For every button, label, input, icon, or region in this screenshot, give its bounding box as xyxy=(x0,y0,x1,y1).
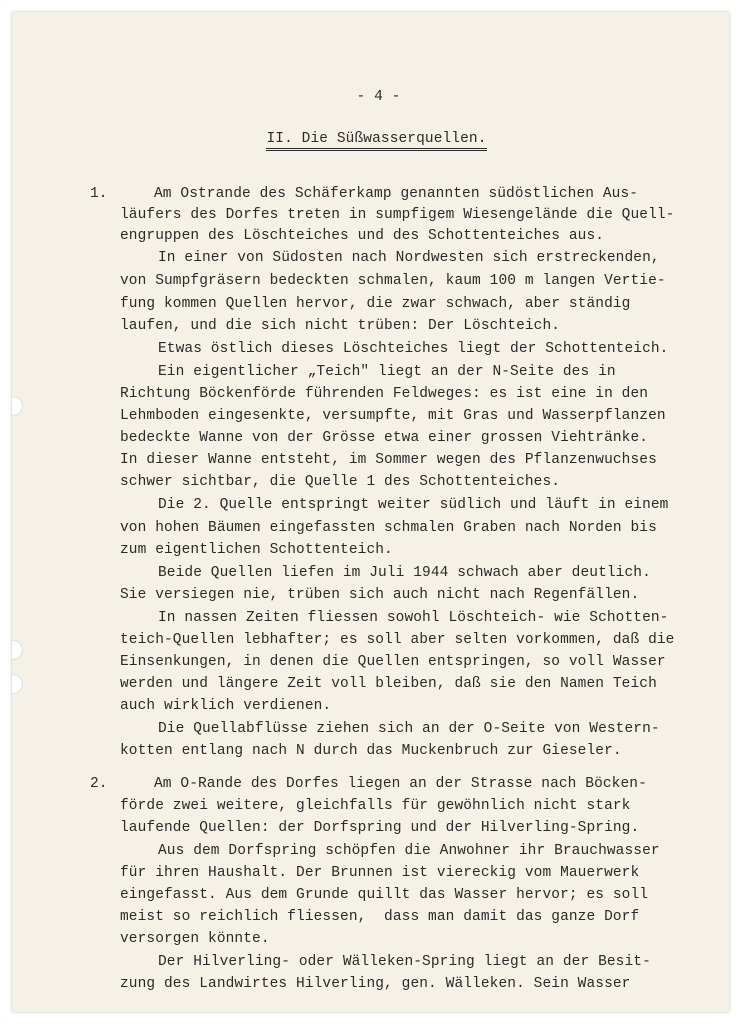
text-line: Richtung Böckenförde führenden Feldweges: es ist eine in den xyxy=(120,386,649,402)
text-line: von hohen Bäumen eingefassten schmalen Graben nach Norden bis xyxy=(120,520,657,536)
text-line: von Sumpfgräsern bedeckten schmalen, kaum 100 m langen Vertie- xyxy=(120,273,666,289)
text-line: fung kommen Quellen hervor, die zwar schwach, aber ständig xyxy=(120,296,631,312)
text-line: In nassen Zeiten fliessen sowohl Löschteich- wie Schotten- xyxy=(158,610,669,626)
text-line: engruppen des Löschteiches und des Schottenteiches aus. xyxy=(120,228,605,244)
page-number: - 4 - xyxy=(356,89,401,105)
text-line: bedeckte Wanne von der Grösse etwa einer grossen Viehtränke. xyxy=(120,430,649,446)
text-line: Am Ostrande des Schäferkamp genannten südöstlichen Aus- xyxy=(154,186,639,202)
punch-hole xyxy=(12,674,23,694)
text-line: Etwas östlich dieses Löschteiches liegt der Schottenteich. xyxy=(158,341,669,357)
section-number: 1. xyxy=(90,186,108,202)
text-line: kotten entlang nach N durch das Muckenbruch zur Gieseler. xyxy=(120,743,622,759)
section-number: 2. xyxy=(90,776,108,792)
text-line: In dieser Wanne entsteht, im Sommer wegen des Pflanzenwuchses xyxy=(120,452,657,468)
text-line: Am O-Rande des Dorfes liegen an der Strasse nach Böcken- xyxy=(154,776,647,792)
text-line: läufers des Dorfes treten in sumpfigem Wiesengelände die Quell- xyxy=(120,207,675,223)
text-line: förde zwei weitere, gleichfalls für gewöhnlich nicht stark xyxy=(120,798,631,814)
text-line: Einsenkungen, in denen die Quellen entspringen, so voll Wasser xyxy=(120,654,666,670)
text-line: für ihren Haushalt. Der Brunnen ist viereckig vom Mauerwerk xyxy=(120,865,640,881)
text-line: versorgen könnte. xyxy=(120,931,270,947)
punch-hole xyxy=(12,396,23,416)
text-line: Die Quellabflüsse ziehen sich an der O-Seite von Western- xyxy=(158,721,660,737)
text-line: Aus dem Dorfspring schöpfen die Anwohner ihr Brauchwasser xyxy=(158,843,660,859)
text-line: Beide Quellen liefen im Juli 1944 schwach aber deutlich. xyxy=(158,565,651,581)
text-line: Sie versiegen nie, trüben sich auch nicht nach Regenfällen. xyxy=(120,587,640,603)
heading-text: II. Die Süßwasserquellen. xyxy=(266,130,486,151)
text-line: Der Hilverling- oder Wälleken-Spring liegt an der Besit- xyxy=(158,954,651,970)
text-line: zung des Landwirtes Hilverling, gen. Wälleken. Sein Wasser xyxy=(120,976,631,992)
text-line: laufen, und die sich nicht trüben: Der Löschteich. xyxy=(120,318,561,334)
text-line: meist so reichlich fliessen, dass man damit das ganze Dorf xyxy=(120,909,640,925)
document-page xyxy=(12,12,729,1012)
text-line: Lehmboden eingesenkte, versumpfte, mit Gras und Wasserpflanzen xyxy=(120,408,666,424)
text-line: zum eigentlichen Schottenteich. xyxy=(120,542,393,558)
text-line: eingefasst. Aus dem Grunde quillt das Wasser hervor; es soll xyxy=(120,887,649,903)
text-line: laufende Quellen: der Dorfspring und der Hilverling-Spring. xyxy=(120,820,640,836)
text-line: werden und längere Zeit voll bleiben, daß sie den Namen Teich xyxy=(120,676,657,692)
text-line: schwer sichtbar, die Quelle 1 des Schottenteiches. xyxy=(120,474,561,490)
punch-hole xyxy=(12,640,23,660)
text-line: auch wirklich verdienen. xyxy=(120,698,332,714)
text-line: Die 2. Quelle entspringt weiter südlich und läuft in einem xyxy=(158,497,669,513)
text-line: In einer von Südosten nach Nordwesten sich erstreckenden, xyxy=(158,250,660,266)
page-heading xyxy=(18,130,729,151)
text-line: Ein eigentlicher „Teich" liegt an der N-Seite des in xyxy=(158,364,616,380)
text-line: teich-Quellen lebhafter; es soll aber selten vorkommen, daß die xyxy=(120,632,675,648)
